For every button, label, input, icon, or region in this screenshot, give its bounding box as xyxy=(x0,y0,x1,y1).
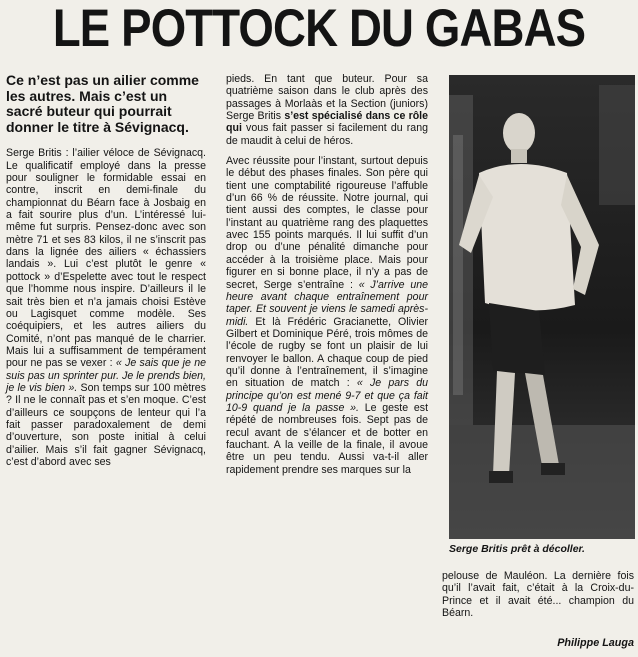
author-signature: Philippe Lauga xyxy=(557,637,634,649)
column-1 xyxy=(6,73,206,476)
emphasis: s’est spécialisé dans ce rôle qui xyxy=(226,110,428,135)
photo-caption: Serge Britis prêt à décoller. xyxy=(449,543,585,555)
column-2 xyxy=(226,73,428,484)
paragraph-text: Son temps sur 100 mètres ? Il ne le connaît pas et s’en moque. C’est d’ailleurs ce soupçons de lenteur qui l’a fait passer paradoxalement de demi d’ouverture, son poste initial à celui d’ailier. Mais s’il fait gagner Sévignacq, c’est d’abord avec ses xyxy=(6,381,206,468)
headline: LE POTTOCK DU GABAS xyxy=(52,0,586,58)
article-paragraph xyxy=(226,155,428,476)
paragraph-text: vous fait passer si facilement du rang de maudit à celui de héros. xyxy=(226,122,428,147)
column-3 xyxy=(442,570,634,619)
paragraph-text: Le geste est répété de nombreuses fois. Sept pas de recul avant de s’élancer et de botter en fauchant. A la veille de la finale, il avoue être un peu tendu. Aussi va-t-il aller rapidement prendre ses marques sur la xyxy=(226,401,429,476)
player-photo xyxy=(449,75,635,539)
paragraph-text: pieds. En tant que buteur. Pour sa quatrième saison dans le club après des passages à Morlaàs et la Section (juniors) Serge Britis xyxy=(226,73,428,123)
paragraph-text: Avec réussite pour l’instant, surtout depuis le début des phases finales. Son père qui tient une comptabilité rigoureuse l’affuble d’un 66 % de réussite. Notre journal, qui tient aussi des comptes, le classe pour l’instant au quatrième rang des plaquettes avec 155 points marqués. Il lui suffit d’un drop ou d’une pénalité dimanche pour accéder à la troisième place. Mais pour figurer en si bonne place, il n’y a pas de secret, Serge s’entraîne : xyxy=(226,155,428,291)
photo-illustration xyxy=(449,75,635,539)
article-paragraph xyxy=(6,147,206,468)
quote: « Je sais que je ne suis pas un sprinter pur. Je le prends bien, je le vis bien ». xyxy=(6,357,206,394)
quote: « J’arrive une heure avant chaque entraînement pour taper. Et souvent je viens le samedi après-midi. xyxy=(226,278,428,328)
article-paragraph xyxy=(226,73,428,147)
quote: « Je pars du principe qu’on est mené 9-7 et que ça fait 10-9 quand je la passe ». xyxy=(226,377,428,414)
lead-paragraph: Ce n’est pas un ailier comme les autres. Mais c’est un sacré buteur qui pourrait donner le titre à Sévignacq. xyxy=(6,72,199,135)
paragraph-text: Serge Britis : l’ailier véloce de Sévignacq. Le qualificatif employé dans la presse pour souligner le formidable essai en contre, inscrit en demi-finale du championnat du Béarn face à Josbaig en a fait sourire plus d’un. L’intéressé lui-même fut surpris. Pensez-donc avec son mètre 71 et ses 83 kilos, il ne s’inscrit pas dans la lignée des ailiers « échassiers landais ». Lui c’est plutôt le genre « pottock » d’Espelette avec tout le respect que l’homme nous inspire. D’ailleurs il le sait très bien et n’a jamais choisi Estève ou Lagisquet comme modèle. Ses coéquipiers, et les autres ailiers du Comité, n’ont pas manqué de le charrier. Mais lui a suffisamment de tempérament pour ne pas se vexer : xyxy=(6,147,206,370)
paragraph-text: Et là Frédéric Gracianette, Olivier Gilbert et Dominique Péré, trois mômes de l’école de rugby se font un plaisir de lui renvoyer le ballon. A chaque coup de pied qu’il donne à l’entraînement, il s’imagine en situation de match : xyxy=(226,315,428,390)
paragraph-text: pelouse de Mauléon. La dernière fois qu’il l’avait fait, c’était à la Croix-du-Prince et il avait été... champion du Béarn. xyxy=(442,570,634,620)
